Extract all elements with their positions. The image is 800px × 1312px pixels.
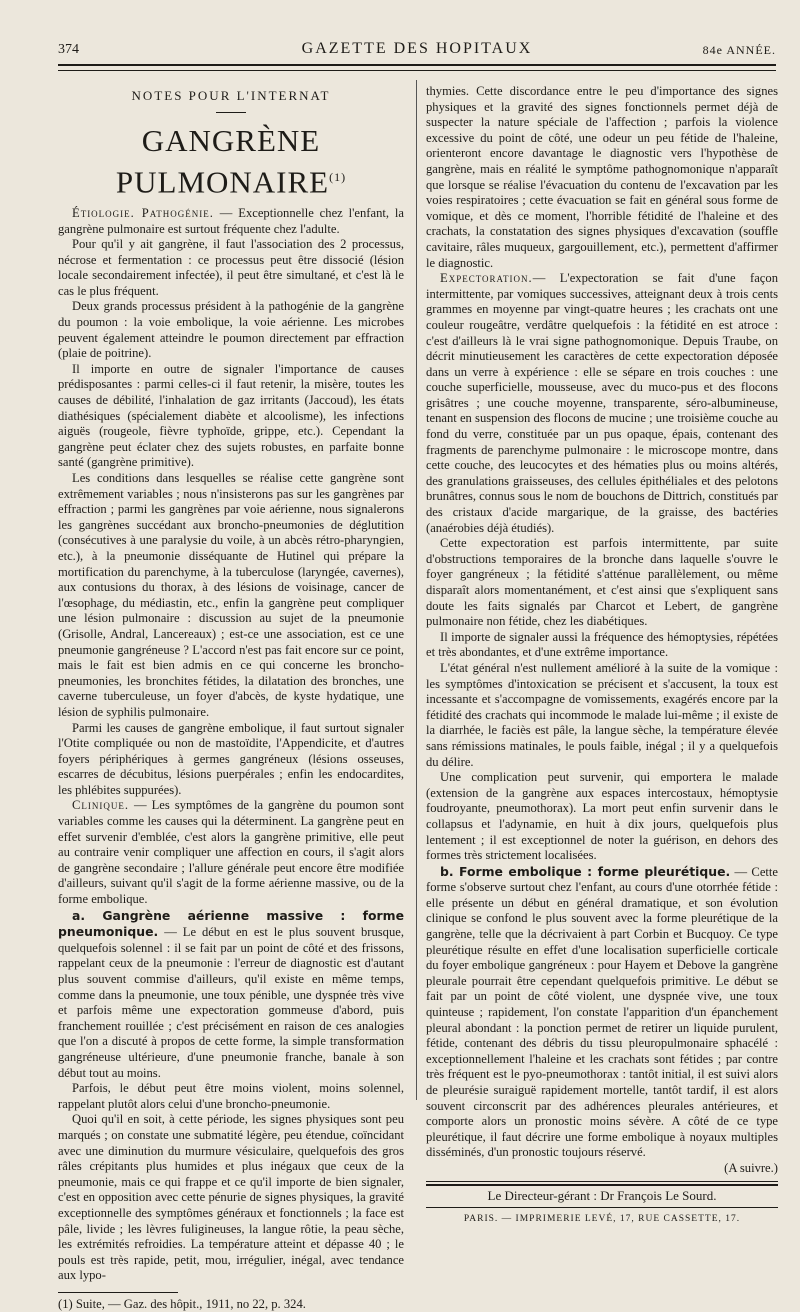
paragraph: thymies. Cette discordance entre le peu d'importance des signes physiques et la gravité des signes fonctionnels permet déjà de suspecter la nature spéciale de l'affection ; parfois la violence excessive du point de côté, une odeur un peu fétide de l'haleine, orienteront encore davantage le diagnostic vers l'hypothèse de gangrène, mais en réalité le symptôme pathognomonique n'apparaît que lorsque se réalise l'évacuation du contenu de l'excavation par les voies respiratoires ; cette évacuation se fait en général sous forme de vomique, et dès ce moment, l'horrible fétidité de l'haleine et des crachats, la constatation des signes physiques d'excavation (souffle cavitaire, râles muqueux, gargouillement, etc.), permettent d'affirmer le diagnostic.: [426, 84, 778, 270]
paragraph: Parmi les causes de gangrène embolique, il faut surtout signaler l'Otite compliquée ou non de mastoïdite, l'Appendicite, et d'autres foyers périphériques à germes gangréneux (lésions osseuses, escarres de décubitus, lésions puerpérales ; enfin les endocardites, les phlébites suppurées).: [58, 720, 404, 797]
paragraph: [58, 908, 404, 1082]
paragraph-text: — Exceptionnelle chez l'enfant, la gangrène pulmonaire est surtout fréquente chez l'adulte.: [58, 205, 405, 236]
paragraph: [58, 798, 404, 907]
footnote-mark: (1): [329, 169, 347, 184]
page-number: 374: [58, 42, 79, 57]
article-title-text: GANGRÈNE PULMONAIRE: [115, 122, 330, 199]
section-rule: [216, 112, 246, 113]
journal-title: GAZETTE DES HOPITAUX: [301, 40, 533, 57]
paragraph: Parfois, le début peut être moins violent, moins solennel, rappelant plutôt alors celui d'une broncho-pneumonie.: [58, 1081, 404, 1111]
paragraph: Une complication peut survenir, qui emportera le malade (extension de la gangrène aux espaces intercostaux, hémoptysie foudroyante, pneumothorax). La mort peut enfin survenir dans le collapsus et l'adynamie, en huit à dix jours, quelquefois plus lentement ; il est exceptionnel de noter la guérison, en dehors des formes très strictement localisées.: [426, 770, 778, 863]
article-title: [58, 123, 404, 200]
paragraph-label: Clinique.: [72, 798, 130, 813]
paragraph: [426, 271, 778, 536]
paragraph-text: — L'expectoration se fait d'une façon intermittente, par vomiques successives, atteignant deux à trois cents grammes en moyenne par vingt-quatre heures ; les crachats ont une couleur rougeâtre, verdâtre quelquefois : la fétidité en est atroce : c'est d'ailleurs là le vrai signe pathognomonique. Depuis Traube, on décrit minutieusement les caractères de cette expectoration déposée dans un verre à expérience : elle se sépare en trois couches : une couche superficielle, mousseuse, avec du muco-pus et des flocons grisâtres ; une couche moyenne, transparente, séro-albumineuse, tenant en suspension des flocons de mucine ; une troisième couche au fond du verre, constituée par un pus opaque, épais, contenant des fragments de parenchyme pulmonaire : le microscope montre, dans cette couche, des leucocytes et des hématies plus ou moins altérés, des granulations graisseuses, des cellules épithéliales et des pelotons brunâtres, connus sous le nom de bouchons de Dittrich, constitués par des cristaux d'acide margarique, de la graisse, des bactéries (anaérobies déjà étudiés).: [426, 271, 778, 535]
paragraph-text: — Cette forme s'observe surtout chez l'enfant, au cours d'une otorrhée fétide : elle présente un début en général dramatique, et son évolution clinique se confond le plus souvent avec la forme pleurétique de la gangrène, telle que la décrivaient à part Corbin et Bucquoy. Ce type pleurétique résulte en effet d'une localisation superficielle corticale du foyer embolique gangréneux : pour Hayem et Debove la gangrène pleurale pourrait être cependant quelquefois primitive. Le début se fait par un point de côté violent, une dyspnée vive, une toux quinteuse ; rapidement, l'on constate l'apparition d'un épanchement pleural abondant : la ponction permet de retirer un liquide purulent, fétide, contenant des débris du tissu pleuropulmonaire sphacélé : exceptionnellement l'haleine et les crachats sont fétides ; par contre très fréquent est le pyo-pneumothorax : tantôt initial, il est suivi alors de pleurésie suraiguë rapidement mortelle, tantôt tardif, il est alors souvent circonscrit par des adhérences pleurales antérieures, et comporte alors un pronostic moins sévère. A côté de ce type pleurétique, il faut décrire une forme embolique à noyaux multiples disséminés, d'un pronostic toujours réservé.: [426, 864, 778, 1160]
director-line: Le Directeur-gérant : Dr François Le Sourd.: [487, 1187, 717, 1203]
paragraph-label: Expectoration.: [440, 271, 533, 286]
footnote: (1) Suite, — Gaz. des hôpit., 1911, no 22, p. 324.: [58, 1296, 306, 1311]
subheading: a. Gangrène aérienne massive : forme pneumonique.: [58, 907, 404, 940]
gerant-rule-thick: [426, 1184, 778, 1186]
year-label: 84e ANNÉE.: [702, 43, 776, 57]
paragraph: [426, 864, 778, 1161]
paragraph: Pour qu'il y ait gangrène, il faut l'association des 2 processus, nécrose et fermentation : ce processus peut être dissocié (lésion locale secondairement infectée), il peut être simultané, et c'est là le cas le plus fréquent.: [58, 237, 404, 298]
to-be-continued: (A suivre.): [724, 1160, 778, 1175]
paragraph: Il importe en outre de signaler l'importance de causes prédisposantes : parmi celles-ci il faut retenir, la misère, toutes les causes de débilité, l'inhalation de gaz irritants (Jaccoud), les états diathésiques (spécialement diabète et alcoolisme), les infections aiguës (rougeole, fièvre typhoïde, grippe, etc.). Cependant la gangrène peut éclater chez des sujets robustes, en parfaite bonne santé (gangrène primitive).: [58, 361, 404, 470]
section-label: NOTES POUR L'INTERNAT: [131, 88, 331, 103]
paragraph: Deux grands processus président à la pathogénie de la gangrène du poumon : la voie embolique, la voie aérienne. Les microbes peuvent également atteindre le poumon directement par effraction (plaie de poitrine).: [58, 299, 404, 361]
paragraph-text: — Les symptômes de la gangrène du poumon sont variables comme les causes qui la déterminent. La gangrène peut en effet survenir d'emblée, c'est alors la gangrène primitive, elle peut au contraire venir compliquer une affection en cours, il s'agit alors de gangrène secondaire ; l'allure générale peut encore être modifiée d'ailleurs, suivant qu'il s'agit de la forme aérienne massive, ou de la forme embolique.: [58, 798, 404, 907]
page-header: [58, 40, 776, 62]
left-column: [58, 84, 404, 1312]
paragraph: Quoi qu'il en soit, à cette période, les signes physiques sont peu marqués ; on constate une submatité légère, peu étendue, coïncidant avec une diminution du murmure vésiculaire, quelquefois des gros râles crépitants plus humides et plus inégaux que ceux de la pneumonie, mais ce qui frappe et ce qu'il importe de bien signaler, c'est en opposition avec cette pénurie de signes physiques, la gravité exceptionnelle des symptômes généraux et fonctionnels ; la face est pâle, livide ; les lèvres fuligineuses, la langue rôtie, la peau sèche, les extrémités refroidies. La température atteint et dépasse 40 ; le pouls est très rapide, petit, mou, irrégulier, inégal, avec tendance aux lypo-: [58, 1112, 404, 1283]
gerant-rule-bottom: [426, 1207, 778, 1208]
footnote-rule: [58, 1292, 178, 1293]
subheading: b. Forme embolique : forme pleurétique.: [440, 863, 731, 879]
paragraph-label: Étiologie. Pathogénie.: [72, 205, 214, 220]
paragraph: L'état général n'est nullement amélioré à la suite de la vomique : les symptômes d'intoxication se précisent et s'accusent, la toux est incessante et s'accompagne de vomissements, exagérés encore par la fétidité des crachats qui incommode le malade lui-même ; il existe de la diarrhée, le faciès est pâle, la langue sèche, la température élevée sans rémissions matinales, le pouls faible, inégal ; il y a quelquefois du délire.: [426, 660, 778, 769]
gerant-rule: [426, 1181, 778, 1182]
paragraph: Cette expectoration est parfois intermittente, par suite d'obstructions temporaires de la bronche dans laquelle s'ouvre le foyer gangréneux ; la fétidité s'atténue parallèlement, ou même disparaît alors momentanément, et c'est ainsi que s'expliquent sans doute les faits signalés par Charcot et Lebert, de gangrène pulmonaire non fétide, chez les diabétiques.: [426, 536, 778, 629]
printer-line: PARIS. — IMPRIMERIE LEVÉ, 17, RUE CASSETTE, 17.: [463, 1214, 741, 1225]
paragraph: Les conditions dans lesquelles se réalise cette gangrène sont extrêmement variables ; nous n'insisterons pas sur les gangrènes par effraction ; parmi les gangrènes par voie aérienne, nous signalerons les gangrènes succédant aux broncho-pneumonies de déglutition (consécutives à une paralysie du voile, à un abcès rétro-pharyngien, etc.), à la pneumonie disséquante de Hutinel qui prépare la mortification du parenchyme, à la tuberculose (laryngée, cavernes), aux contusions du thorax, à des lésions de voisinage, cancer de l'œsophage, du médiastin, etc., enfin la gangrène peut compliquer une lésion pulmonaire : discussion au sujet de la pneumonie (Grisolle, Andral, Lancereaux) ; est-ce une association, est ce une pneumonie gangréneuse ? L'accord n'est pas fait encore sur ce point, mais le fait est bien admis en ce qui concerne les broncho-pneumonies, les bronchites fétides, la dilatation des bronches, une caverne tuberculeuse, un foyer d'abcès, de kyste hydatique, une lésion de syphilis pulmonaire.: [58, 471, 404, 719]
paragraph: [58, 206, 404, 237]
right-column: [426, 84, 778, 1228]
column-divider: [416, 80, 417, 1100]
header-rule-thin: [58, 70, 776, 71]
paragraph-text: — Le début en est le plus souvent brusque, quelquefois solennel : il se fait par un point de côté et des frissons, rappelant ceux de la pneumonie : l'erreur de diagnostic est d'autant plus souvent commise d'ailleurs, qu'il existe en même temps, comme dans la pneumonie, une toux pénible, une dyspnée très vive et parfois même une expectoration gommeuse d'abord, puis franchement rouillée ; c'est précisément en raison de ces analogies que l'on a discuté à propos de cette forme, la simple transformation gangréneuse ultérieure, d'une pneumonie franche, banale à son début tout au moins.: [58, 925, 404, 1080]
header-rule: [58, 64, 776, 66]
paragraph: Il importe de signaler aussi la fréquence des hémoptysies, répétées et très abondantes, et d'une extrême importance.: [426, 629, 778, 660]
